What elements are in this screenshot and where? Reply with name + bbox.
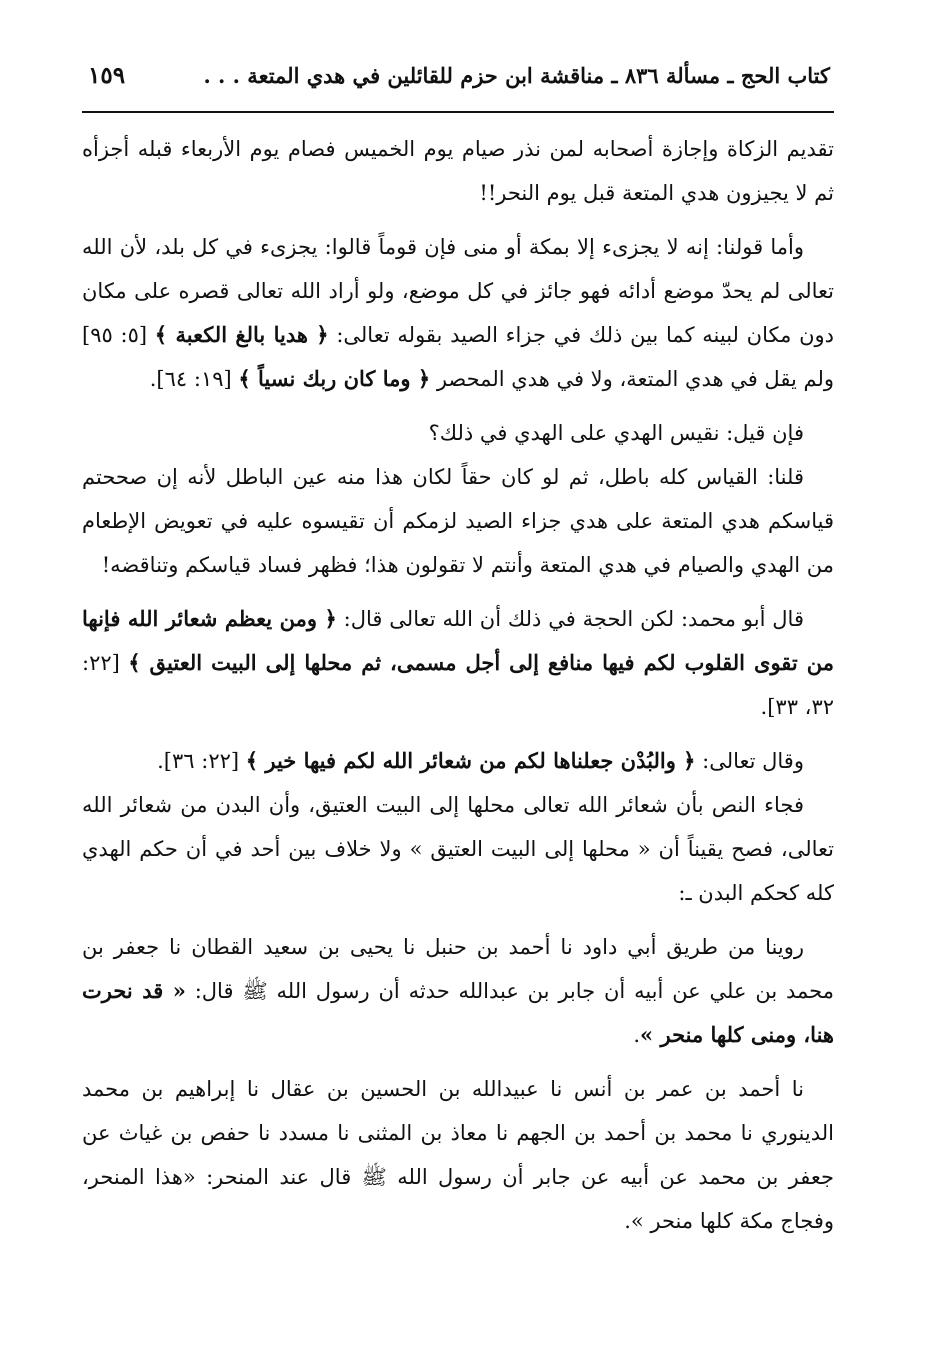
paragraph [82, 739, 834, 783]
paragraph [82, 127, 834, 215]
paragraph [82, 597, 834, 729]
paragraph [82, 925, 834, 1057]
text-segment: تقديم الزكاة وإجازة أصحابه لمن نذر صيام يوم الخميس فصام يوم الأربعاء قبله أجزأه ثم لا يجيزون هدي المتعة قبل يوم النحر!! [82, 137, 834, 205]
paragraph [82, 411, 834, 455]
text-segment: وقال تعالى: [695, 749, 804, 773]
text-segment: قال أبو محمد: لكن الحجة في ذلك أن الله تعالى قال: [336, 607, 804, 631]
quoted-text: ﴿ هديا بالغ الكعبة ﴾ [154, 322, 329, 347]
text-segment: [١٩: ٦٤]. [149, 367, 239, 391]
paragraph [82, 225, 834, 401]
text-segment: [٢٢: ٣٦]. [157, 749, 246, 773]
paragraph [82, 1067, 834, 1243]
quoted-text: ﴿ وما كان ربك نسياً ﴾ [238, 366, 431, 391]
text-segment: فجاء النص بأن شعائر الله تعالى محلها إلى البيت العتيق، وأن البدن من شعائر الله تعالى، فصح يقيناً أن « محلها إلى البيت العتيق » ولا خلاف بين أحد في أن حكم الهدي كله كحكم البدن ـ: [82, 793, 834, 905]
quoted-text: « قد نحرت هنا، ومنى كلها منحر » [82, 978, 834, 1047]
header-title: كتاب الحج ـ مسألة ٨٣٦ ـ مناقشة ابن حزم للقائلين في هدي المتعة . . . [203, 63, 830, 88]
text-segment: [٢٢: ٣٢، ٣٣]. [82, 651, 834, 719]
header-rule [82, 111, 834, 113]
page-body [82, 127, 834, 1243]
text-segment: وأما قولنا: إنه لا يجزىء إلا بمكة أو منى فإن قوماً قالوا: يجزىء في كل بلد، لأن الله تعالى لم يحدّ موضع أدائه فهو جائز في كل موضع، ولو أراد الله تعالى قصره على مكان دون مكان لبينه كما بين ذلك في جزاء الصيد بقوله تعالى: [82, 235, 834, 347]
paragraph [82, 783, 834, 915]
text-segment: نا أحمد بن عمر بن أنس نا عبيدالله بن الحسين بن عقال نا إبراهيم بن محمد الدينوري نا محمد بن أحمد بن الجهم نا معاذ بن المثنى نا مسدد نا حفص بن غياث عن جعفر بن محمد عن أبيه عن جابر أن رسول الله ﷺ قال عند المنحر: «هذا المنحر، وفجاج مكة كلها منحر ». [82, 1077, 834, 1233]
text-segment: روينا من طريق أبي داود نا أحمد بن حنبل نا يحيى بن سعيد القطان نا جعفر بن محمد بن علي عن أبيه أن جابر بن عبدالله حدثه أن رسول الله ﷺ قال: [82, 935, 834, 1003]
running-header [82, 62, 834, 89]
text-segment: فإن قيل: نقيس الهدي على الهدي في ذلك؟ [428, 421, 804, 445]
paragraph [82, 455, 834, 587]
page-number: ١٥٩ [88, 62, 126, 89]
text-segment: . [633, 1023, 641, 1047]
text-segment: [٥: ٩٥] ولم يقل في هدي المتعة، ولا في هدي المحصر [82, 323, 834, 391]
quoted-text: ﴿ ومن يعظم شعائر الله فإنها من تقوى القلوب لكم فيها منافع إلى أجل مسمى، ثم محلها إلى البيت العتيق ﴾ [82, 606, 835, 675]
quoted-text: ﴿ والبُدْن جعلناها لكم من شعائر الله لكم فيها خير ﴾ [245, 748, 696, 773]
text-segment: قلنا: القياس كله باطل، ثم لو كان حقاً لكان هذا منه عين الباطل لأنه إن صححتم قياسكم هدي المتعة على هدي جزاء الصيد لزمكم أن تقيسوه عليه في تعويض الإطعام من الهدي والصيام في هدي المتعة وأنتم لا تقولون هذا؛ فظهر فساد قياسكم وتناقضه! [82, 465, 834, 577]
